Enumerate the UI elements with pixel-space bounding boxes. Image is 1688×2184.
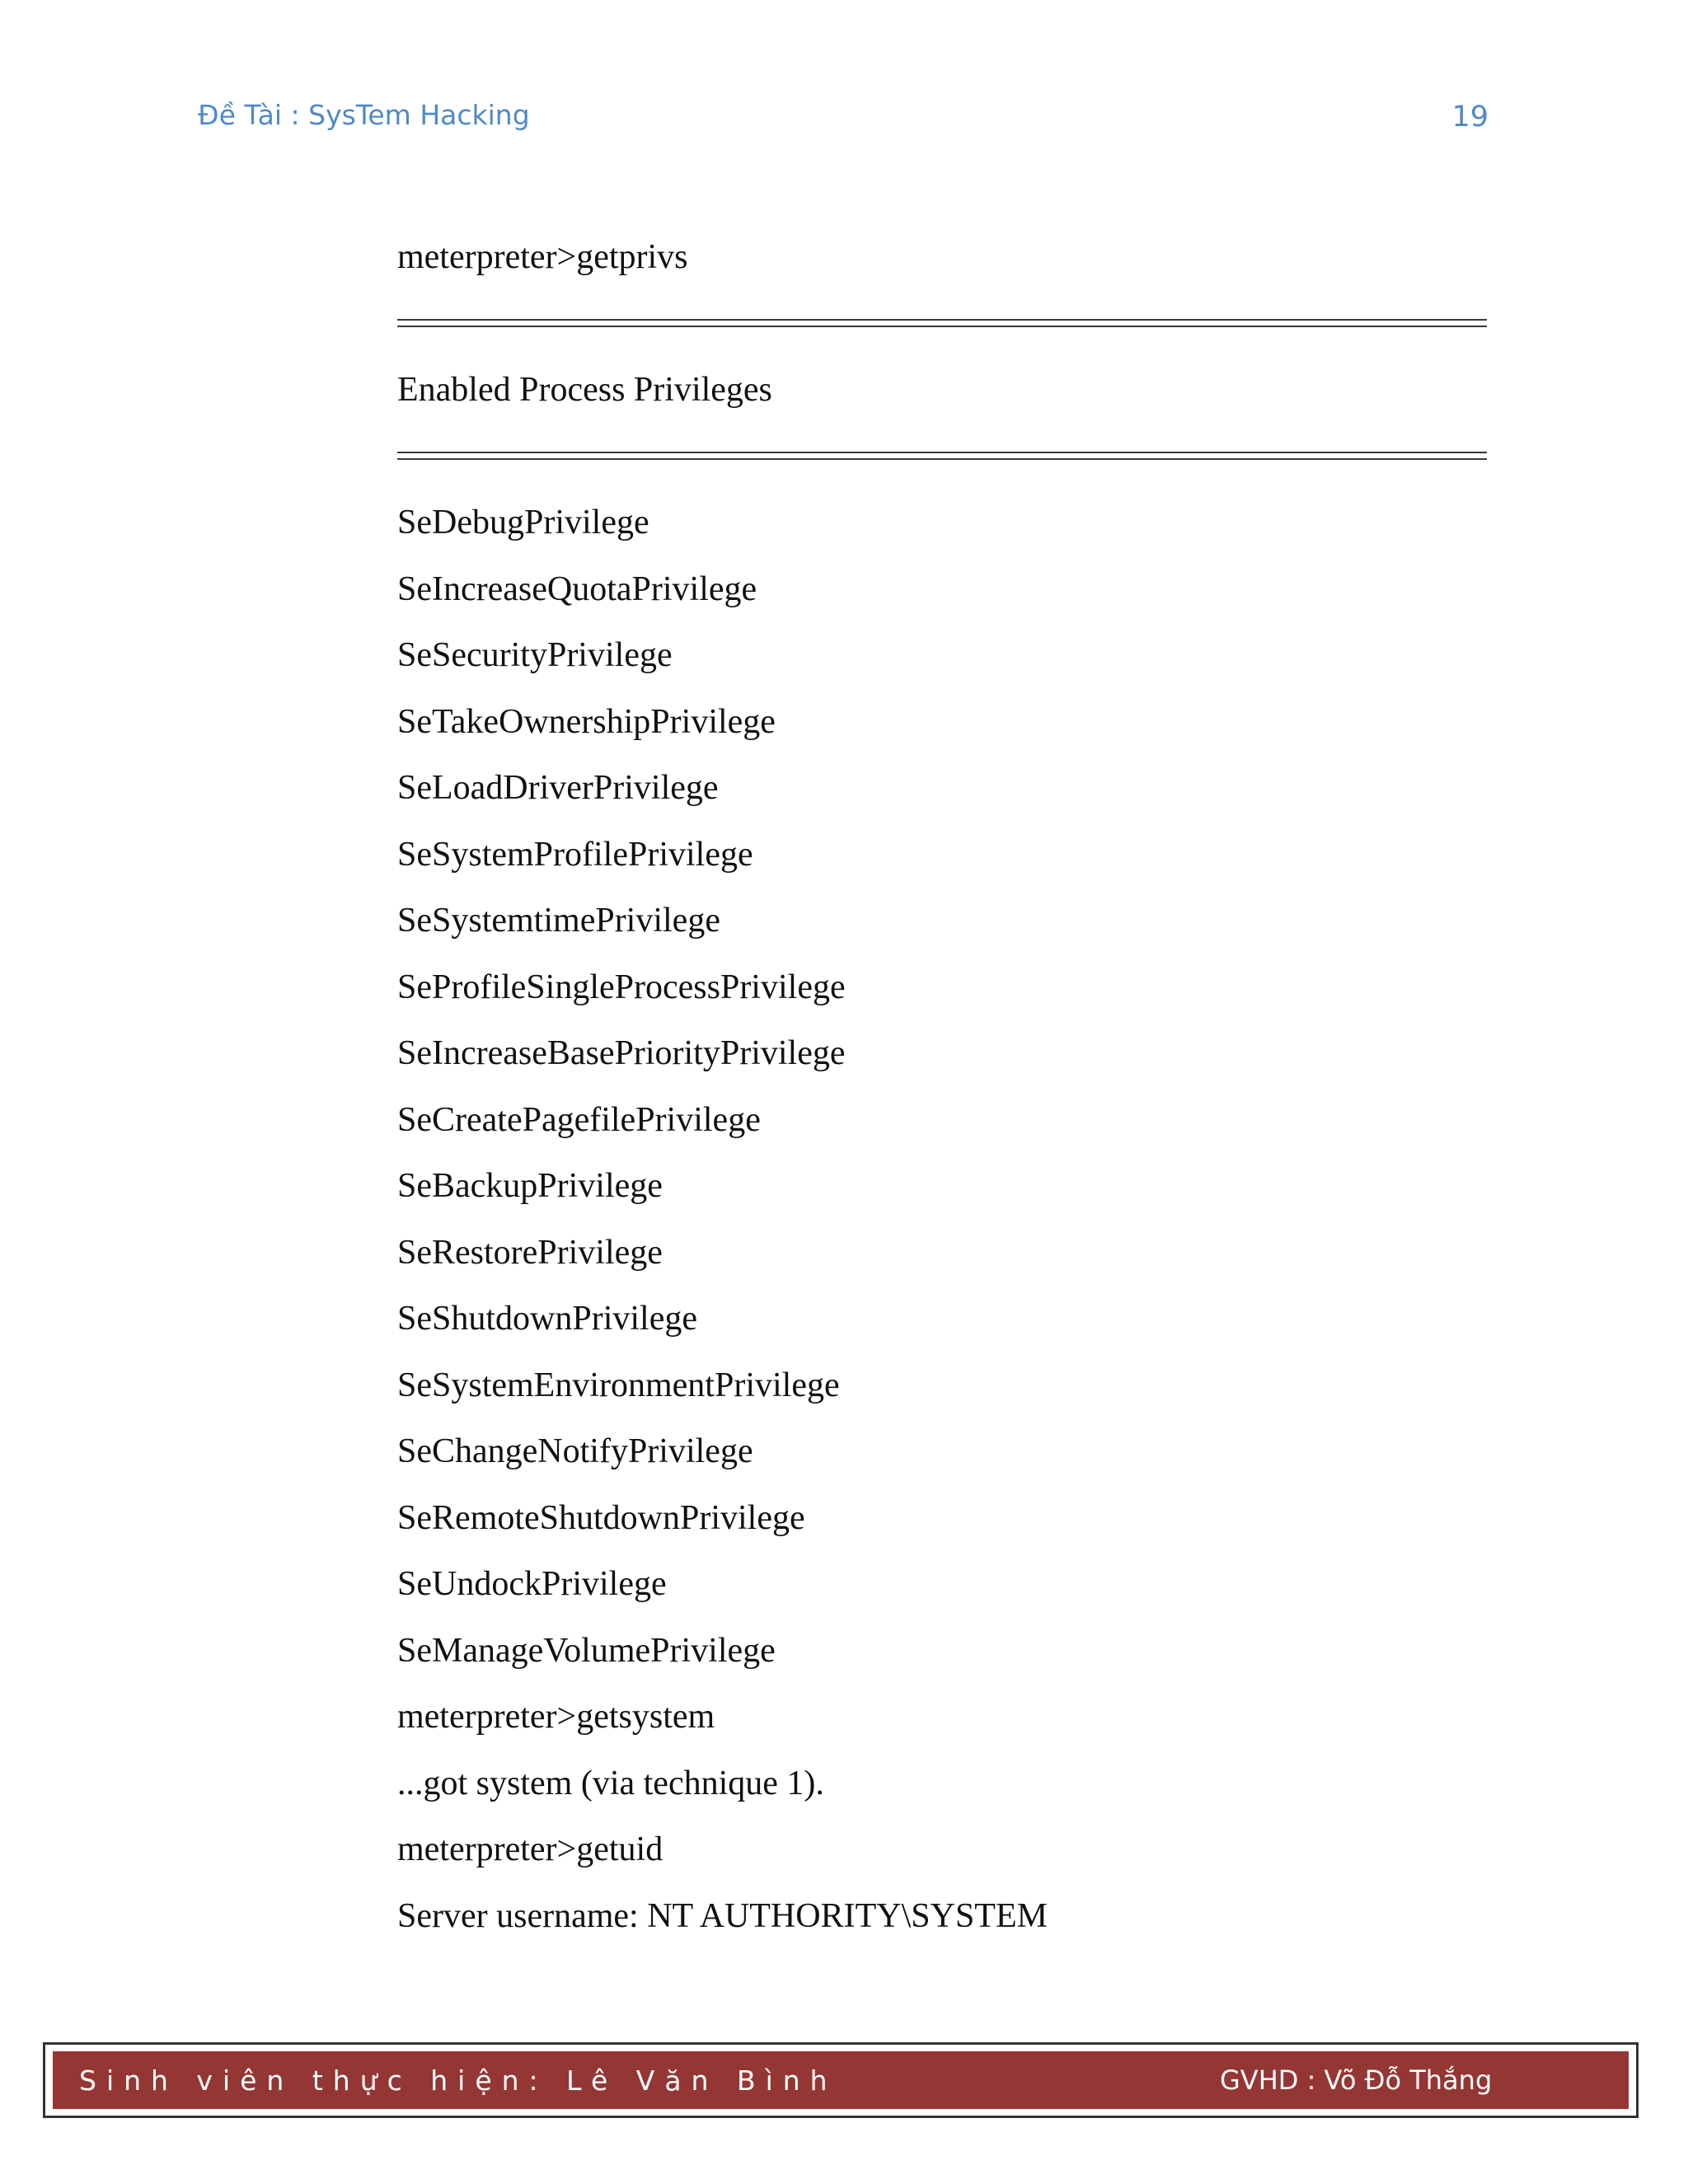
page-number: 19 (1451, 101, 1489, 134)
privilege-item: SeCreatePagefilePrivilege (397, 1100, 761, 1139)
privilege-item: SeBackupPrivilege (397, 1167, 663, 1205)
privilege-item: SeRestorePrivilege (397, 1233, 663, 1272)
terminal-output (397, 234, 1492, 1959)
privilege-item: SeIncreaseBasePriorityPrivilege (397, 1034, 846, 1072)
privileges-heading: Enabled Process Privileges (397, 371, 772, 409)
privilege-item: SeShutdownPrivilege (397, 1300, 697, 1338)
privilege-item: SeUndockPrivilege (397, 1565, 667, 1603)
command-getsystem: meterpreter>getsystem (397, 1698, 715, 1736)
privilege-item: SeIncreaseQuotaPrivilege (397, 569, 757, 608)
privilege-item: SeTakeOwnershipPrivilege (397, 702, 776, 741)
footer (43, 2042, 1639, 2118)
privilege-item: SeChangeNotifyPrivilege (397, 1432, 753, 1470)
privilege-item: SeManageVolumePrivilege (397, 1631, 776, 1670)
privilege-item: SeLoadDriverPrivilege (397, 769, 719, 807)
header-title: Đề Tài : SysTem Hacking (198, 99, 530, 131)
privilege-item: SeSystemtimePrivilege (397, 902, 720, 940)
double-rule-divider (397, 434, 1492, 500)
privilege-item: SeDebugPrivilege (397, 504, 649, 541)
footer-advisor: GVHD : Võ Đỗ Thắng (1220, 2064, 1493, 2096)
privilege-item: SeSystemEnvironmentPrivilege (397, 1366, 840, 1404)
command-getuid: meterpreter>getuid (397, 1830, 663, 1868)
privilege-item: SeRemoteShutdownPrivilege (397, 1498, 805, 1537)
command-getprivs: meterpreter>getprivs (397, 238, 688, 276)
footer-student: Sinh viên thực hiện: Lê Văn Bình (79, 2064, 837, 2097)
double-rule-divider (397, 301, 1492, 368)
privilege-item: SeSecurityPrivilege (397, 636, 673, 674)
privilege-item: SeSystemProfilePrivilege (397, 835, 753, 874)
footer-bar (53, 2051, 1629, 2109)
privilege-item: SeProfileSingleProcessPrivilege (397, 968, 846, 1006)
getuid-result: Server username: NT AUTHORITY\SYSTEM (397, 1896, 1048, 1935)
getsystem-result: ...got system (via technique 1). (397, 1764, 824, 1802)
